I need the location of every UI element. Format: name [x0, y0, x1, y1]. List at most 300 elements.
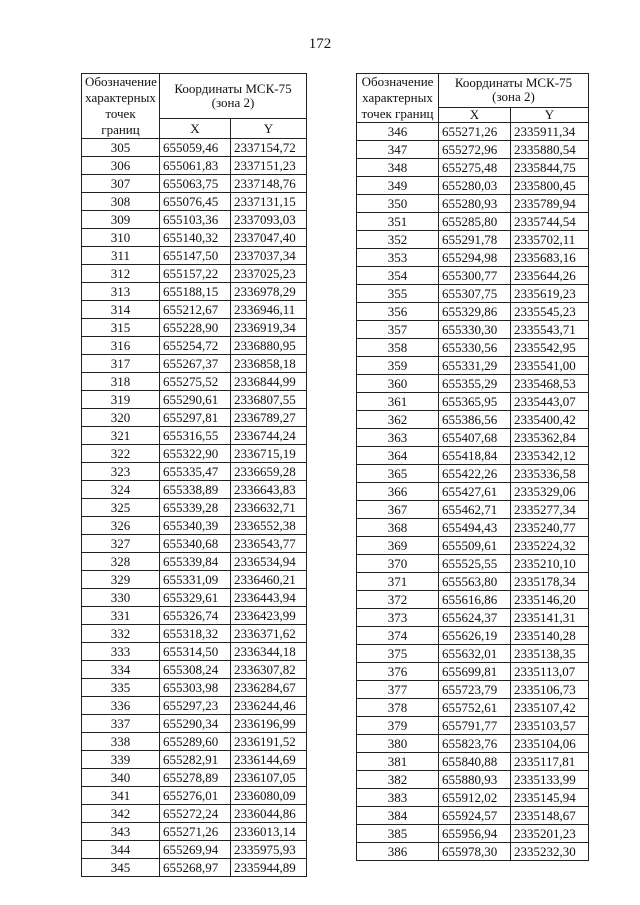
point-id-cell: 378	[357, 699, 439, 717]
y-coordinate-cell: 2336807,55	[231, 391, 307, 409]
table-row	[82, 859, 307, 877]
y-coordinate-cell: 2335545,23	[511, 303, 589, 321]
y-coordinate-cell: 2335224,32	[511, 537, 589, 555]
y-coordinate-cell: 2335880,54	[511, 141, 589, 159]
point-id-cell: 335	[82, 679, 160, 697]
table-row	[82, 139, 307, 157]
y-coordinate-cell: 2336919,34	[231, 319, 307, 337]
y-coordinate-cell: 2335744,54	[511, 213, 589, 231]
x-coordinate-cell: 655291,78	[439, 231, 511, 249]
point-id-cell: 375	[357, 645, 439, 663]
x-coordinate-cell: 655212,67	[160, 301, 231, 319]
x-coordinate-cell: 655978,30	[439, 843, 511, 861]
table-row	[357, 771, 589, 789]
y-coordinate-cell: 2336371,62	[231, 625, 307, 643]
y-coordinate-cell: 2336543,77	[231, 535, 307, 553]
y-coordinate-cell: 2336659,28	[231, 463, 307, 481]
x-coordinate-cell: 655254,72	[160, 337, 231, 355]
table-row	[82, 283, 307, 301]
table-row	[357, 789, 589, 807]
y-coordinate-cell: 2335911,34	[511, 123, 589, 141]
table-row	[357, 519, 589, 537]
y-coordinate-cell: 2335336,58	[511, 465, 589, 483]
table-row	[357, 177, 589, 195]
x-coordinate-cell: 655300,77	[439, 267, 511, 285]
y-coordinate-cell: 2337047,40	[231, 229, 307, 247]
table-row	[357, 429, 589, 447]
y-coordinate-cell: 2336844,99	[231, 373, 307, 391]
point-id-cell: 367	[357, 501, 439, 519]
x-coordinate-cell: 655294,98	[439, 249, 511, 267]
point-id-cell: 328	[82, 553, 160, 571]
y-coordinate-cell: 2337151,23	[231, 157, 307, 175]
x-coordinate-cell: 655840,88	[439, 753, 511, 771]
x-coordinate-cell: 655626,19	[439, 627, 511, 645]
x-coordinate-cell: 655268,97	[160, 859, 231, 877]
point-id-cell: 330	[82, 589, 160, 607]
point-id-cell: 372	[357, 591, 439, 609]
point-id-cell: 354	[357, 267, 439, 285]
table-row	[82, 427, 307, 445]
point-id-cell: 385	[357, 825, 439, 843]
table-row	[357, 645, 589, 663]
point-id-cell: 348	[357, 159, 439, 177]
table-row	[82, 733, 307, 751]
table-row	[357, 285, 589, 303]
coordinates-table-right	[356, 73, 589, 861]
point-id-cell: 350	[357, 195, 439, 213]
point-id-cell: 366	[357, 483, 439, 501]
table-row	[82, 679, 307, 697]
y-coordinate-cell: 2335329,06	[511, 483, 589, 501]
table-row	[357, 267, 589, 285]
x-coordinate-cell: 655407,68	[439, 429, 511, 447]
y-coordinate-cell: 2336196,99	[231, 715, 307, 733]
y-coordinate-cell: 2336643,83	[231, 481, 307, 499]
x-coordinate-cell: 655314,50	[160, 643, 231, 661]
x-coordinate-cell: 655427,61	[439, 483, 511, 501]
x-coordinate-cell: 655632,01	[439, 645, 511, 663]
table-row	[357, 159, 589, 177]
y-coordinate-cell: 2335277,34	[511, 501, 589, 519]
table-row	[82, 175, 307, 193]
x-coordinate-cell: 655525,55	[439, 555, 511, 573]
y-header: Y	[231, 118, 307, 138]
x-coordinate-cell: 655330,30	[439, 321, 511, 339]
y-coordinate-cell: 2337025,23	[231, 265, 307, 283]
y-coordinate-cell: 2336080,09	[231, 787, 307, 805]
point-id-cell: 331	[82, 607, 160, 625]
x-coordinate-cell: 655157,22	[160, 265, 231, 283]
x-coordinate-cell: 655188,15	[160, 283, 231, 301]
point-id-cell: 353	[357, 249, 439, 267]
x-coordinate-cell: 655365,95	[439, 393, 511, 411]
x-coordinate-cell: 655307,75	[439, 285, 511, 303]
point-id-cell: 338	[82, 733, 160, 751]
y-coordinate-cell: 2336191,52	[231, 733, 307, 751]
y-coordinate-cell: 2335944,89	[231, 859, 307, 877]
table-row	[357, 249, 589, 267]
x-coordinate-cell: 655318,32	[160, 625, 231, 643]
y-coordinate-cell: 2335148,67	[511, 807, 589, 825]
x-coordinate-cell: 655331,29	[439, 357, 511, 375]
point-id-cell: 346	[357, 123, 439, 141]
y-coordinate-cell: 2336013,14	[231, 823, 307, 841]
point-id-cell: 318	[82, 373, 160, 391]
point-id-cell: 349	[357, 177, 439, 195]
point-id-cell: 357	[357, 321, 439, 339]
point-id-cell: 351	[357, 213, 439, 231]
point-id-cell: 316	[82, 337, 160, 355]
point-id-cell: 307	[82, 175, 160, 193]
coordinates-table-left	[81, 73, 307, 877]
y-coordinate-cell: 2336552,38	[231, 517, 307, 535]
table-row	[357, 231, 589, 249]
point-id-cell: 325	[82, 499, 160, 517]
y-coordinate-cell: 2336789,27	[231, 409, 307, 427]
table-row	[82, 157, 307, 175]
table-row	[82, 481, 307, 499]
y-coordinate-cell: 2336144,69	[231, 751, 307, 769]
point-id-cell: 341	[82, 787, 160, 805]
x-coordinate-cell: 655355,29	[439, 375, 511, 393]
table-row	[82, 805, 307, 823]
x-coordinate-cell: 655331,09	[160, 571, 231, 589]
x-coordinate-cell: 655386,56	[439, 411, 511, 429]
point-id-cell: 311	[82, 247, 160, 265]
point-id-cell: 362	[357, 411, 439, 429]
y-coordinate-cell: 2335133,99	[511, 771, 589, 789]
y-coordinate-cell: 2336978,29	[231, 283, 307, 301]
y-coordinate-cell: 2336715,19	[231, 445, 307, 463]
point-id-cell: 347	[357, 141, 439, 159]
x-coordinate-cell: 655616,86	[439, 591, 511, 609]
point-id-cell: 380	[357, 735, 439, 753]
x-coordinate-cell: 655271,26	[439, 123, 511, 141]
table-row	[357, 591, 589, 609]
table-row	[82, 715, 307, 733]
table-row	[82, 517, 307, 535]
point-id-cell: 355	[357, 285, 439, 303]
table-body-left	[82, 139, 307, 877]
x-coordinate-cell: 655228,90	[160, 319, 231, 337]
x-coordinate-cell: 655322,90	[160, 445, 231, 463]
x-coordinate-cell: 655418,84	[439, 447, 511, 465]
x-coordinate-cell: 655326,74	[160, 607, 231, 625]
x-coordinate-cell: 655723,79	[439, 681, 511, 699]
table-row	[357, 375, 589, 393]
y-coordinate-cell: 2336107,05	[231, 769, 307, 787]
y-coordinate-cell: 2336534,94	[231, 553, 307, 571]
table-row	[82, 535, 307, 553]
y-coordinate-cell: 2335975,93	[231, 841, 307, 859]
table-row	[82, 373, 307, 391]
y-coordinate-cell: 2335103,57	[511, 717, 589, 735]
y-coordinate-cell: 2335107,42	[511, 699, 589, 717]
x-coordinate-cell: 655289,60	[160, 733, 231, 751]
table-row	[82, 301, 307, 319]
coordinates-header: Координаты МСК-75 (зона 2)	[160, 74, 307, 119]
y-coordinate-cell: 2335683,16	[511, 249, 589, 267]
x-coordinate-cell: 655329,61	[160, 589, 231, 607]
x-coordinate-cell: 655340,68	[160, 535, 231, 553]
point-id-cell: 306	[82, 157, 160, 175]
table-row	[357, 195, 589, 213]
table-row	[82, 841, 307, 859]
point-id-cell: 324	[82, 481, 160, 499]
x-coordinate-cell: 655339,84	[160, 553, 231, 571]
y-coordinate-cell: 2336460,21	[231, 571, 307, 589]
table-row	[357, 627, 589, 645]
table-row	[357, 537, 589, 555]
point-id-cell: 317	[82, 355, 160, 373]
x-coordinate-cell: 655147,50	[160, 247, 231, 265]
y-coordinate-cell: 2335644,26	[511, 267, 589, 285]
table-row	[357, 753, 589, 771]
point-id-cell: 369	[357, 537, 439, 555]
table-row	[82, 337, 307, 355]
table-row	[82, 211, 307, 229]
point-id-cell: 373	[357, 609, 439, 627]
table-row	[82, 193, 307, 211]
table-row	[357, 339, 589, 357]
y-coordinate-cell: 2335140,28	[511, 627, 589, 645]
table-row	[357, 447, 589, 465]
y-coordinate-cell: 2335210,10	[511, 555, 589, 573]
y-coordinate-cell: 2337154,72	[231, 139, 307, 157]
x-coordinate-cell: 655791,77	[439, 717, 511, 735]
y-coordinate-cell: 2336307,82	[231, 661, 307, 679]
point-id-cell: 340	[82, 769, 160, 787]
y-coordinate-cell: 2336423,99	[231, 607, 307, 625]
x-coordinate-cell: 655912,02	[439, 789, 511, 807]
x-coordinate-cell: 655063,75	[160, 175, 231, 193]
x-coordinate-cell: 655924,57	[439, 807, 511, 825]
point-id-cell: 312	[82, 265, 160, 283]
y-coordinate-cell: 2335104,06	[511, 735, 589, 753]
x-coordinate-cell: 655103,36	[160, 211, 231, 229]
table-row	[357, 699, 589, 717]
x-coordinate-cell: 655280,03	[439, 177, 511, 195]
table-row	[357, 807, 589, 825]
x-coordinate-cell: 655061,83	[160, 157, 231, 175]
x-coordinate-cell: 655275,48	[439, 159, 511, 177]
y-coordinate-cell: 2335468,53	[511, 375, 589, 393]
table-row	[82, 553, 307, 571]
y-coordinate-cell: 2335789,94	[511, 195, 589, 213]
y-coordinate-cell: 2337037,34	[231, 247, 307, 265]
y-coordinate-cell: 2335146,20	[511, 591, 589, 609]
coordinates-header: Координаты МСК-75 (зона 2)	[439, 74, 589, 108]
y-coordinate-cell: 2335342,12	[511, 447, 589, 465]
table-row	[357, 393, 589, 411]
point-id-cell: 371	[357, 573, 439, 591]
x-coordinate-cell: 655275,52	[160, 373, 231, 391]
x-coordinate-cell: 655462,71	[439, 501, 511, 519]
table-row	[357, 141, 589, 159]
y-coordinate-cell: 2335362,84	[511, 429, 589, 447]
y-coordinate-cell: 2336744,24	[231, 427, 307, 445]
y-coordinate-cell: 2335400,42	[511, 411, 589, 429]
x-coordinate-cell: 655338,89	[160, 481, 231, 499]
table-row	[357, 843, 589, 861]
y-coordinate-cell: 2335145,94	[511, 789, 589, 807]
table-row	[82, 247, 307, 265]
y-coordinate-cell: 2336044,86	[231, 805, 307, 823]
x-coordinate-cell: 655308,24	[160, 661, 231, 679]
table-row	[82, 625, 307, 643]
y-coordinate-cell: 2335619,23	[511, 285, 589, 303]
point-id-cell: 374	[357, 627, 439, 645]
point-id-cell: 313	[82, 283, 160, 301]
x-coordinate-cell: 655316,55	[160, 427, 231, 445]
point-id-cell: 339	[82, 751, 160, 769]
point-id-cell: 377	[357, 681, 439, 699]
table-row	[82, 499, 307, 517]
x-coordinate-cell: 655272,24	[160, 805, 231, 823]
table-row	[357, 735, 589, 753]
point-id-cell: 356	[357, 303, 439, 321]
x-coordinate-cell: 655280,93	[439, 195, 511, 213]
point-id-cell: 321	[82, 427, 160, 445]
y-coordinate-cell: 2335844,75	[511, 159, 589, 177]
x-coordinate-cell: 655140,32	[160, 229, 231, 247]
y-coordinate-cell: 2336632,71	[231, 499, 307, 517]
table-row	[82, 823, 307, 841]
table-row	[82, 787, 307, 805]
x-coordinate-cell: 655272,96	[439, 141, 511, 159]
y-coordinate-cell: 2336344,18	[231, 643, 307, 661]
y-coordinate-cell: 2336946,11	[231, 301, 307, 319]
x-coordinate-cell: 655076,45	[160, 193, 231, 211]
x-coordinate-cell: 655303,98	[160, 679, 231, 697]
point-id-cell: 319	[82, 391, 160, 409]
table-row	[82, 355, 307, 373]
x-coordinate-cell: 655422,26	[439, 465, 511, 483]
x-coordinate-cell: 655276,01	[160, 787, 231, 805]
point-id-cell: 327	[82, 535, 160, 553]
y-coordinate-cell: 2337131,15	[231, 193, 307, 211]
table-row	[357, 501, 589, 519]
point-id-cell: 383	[357, 789, 439, 807]
table-row	[357, 123, 589, 141]
x-coordinate-cell: 655290,34	[160, 715, 231, 733]
point-id-cell: 379	[357, 717, 439, 735]
point-id-cell: 364	[357, 447, 439, 465]
point-id-cell: 360	[357, 375, 439, 393]
point-id-cell: 334	[82, 661, 160, 679]
point-id-cell: 310	[82, 229, 160, 247]
x-coordinate-cell: 655269,94	[160, 841, 231, 859]
table-row	[357, 303, 589, 321]
point-id-cell: 376	[357, 663, 439, 681]
x-coordinate-cell: 655699,81	[439, 663, 511, 681]
y-coordinate-cell: 2335232,30	[511, 843, 589, 861]
x-coordinate-cell: 655297,81	[160, 409, 231, 427]
table-row	[357, 681, 589, 699]
x-coordinate-cell: 655823,76	[439, 735, 511, 753]
point-id-cell: 336	[82, 697, 160, 715]
point-id-cell: 363	[357, 429, 439, 447]
point-id-cell: 352	[357, 231, 439, 249]
point-id-cell: 305	[82, 139, 160, 157]
point-id-cell: 343	[82, 823, 160, 841]
table-row	[357, 609, 589, 627]
x-coordinate-cell: 655509,61	[439, 537, 511, 555]
x-coordinate-cell: 655340,39	[160, 517, 231, 535]
y-coordinate-cell: 2335800,45	[511, 177, 589, 195]
table-row	[82, 391, 307, 409]
y-coordinate-cell: 2336858,18	[231, 355, 307, 373]
point-id-cell: 342	[82, 805, 160, 823]
y-coordinate-cell: 2335138,35	[511, 645, 589, 663]
point-id-cell: 333	[82, 643, 160, 661]
y-coordinate-cell: 2335106,73	[511, 681, 589, 699]
table-body-right	[357, 123, 589, 861]
point-id-cell: 320	[82, 409, 160, 427]
table-row	[357, 573, 589, 591]
y-coordinate-cell: 2336284,67	[231, 679, 307, 697]
point-id-cell: 314	[82, 301, 160, 319]
table-row	[82, 661, 307, 679]
y-coordinate-cell: 2335702,11	[511, 231, 589, 249]
y-coordinate-cell: 2335541,00	[511, 357, 589, 375]
point-id-cell: 329	[82, 571, 160, 589]
y-coordinate-cell: 2335178,34	[511, 573, 589, 591]
x-coordinate-cell: 655290,61	[160, 391, 231, 409]
point-id-cell: 326	[82, 517, 160, 535]
table-row	[357, 321, 589, 339]
point-id-cell: 358	[357, 339, 439, 357]
point-id-cell: 384	[357, 807, 439, 825]
x-coordinate-cell: 655297,23	[160, 697, 231, 715]
x-coordinate-cell: 655563,80	[439, 573, 511, 591]
y-coordinate-cell: 2335443,07	[511, 393, 589, 411]
table-row	[357, 357, 589, 375]
y-coordinate-cell: 2335141,31	[511, 609, 589, 627]
table-row	[357, 213, 589, 231]
point-id-cell: 386	[357, 843, 439, 861]
x-header: X	[160, 118, 231, 138]
point-id-cell: 361	[357, 393, 439, 411]
x-coordinate-cell: 655059,46	[160, 139, 231, 157]
x-coordinate-cell: 655267,37	[160, 355, 231, 373]
table-row	[357, 825, 589, 843]
x-coordinate-cell: 655330,56	[439, 339, 511, 357]
table-row	[82, 319, 307, 337]
table-row	[82, 571, 307, 589]
x-coordinate-cell: 655282,91	[160, 751, 231, 769]
y-coordinate-cell: 2337148,76	[231, 175, 307, 193]
table-row	[82, 643, 307, 661]
x-coordinate-cell: 655335,47	[160, 463, 231, 481]
point-id-cell: 359	[357, 357, 439, 375]
point-id-cell: 309	[82, 211, 160, 229]
x-coordinate-cell: 655339,28	[160, 499, 231, 517]
x-coordinate-cell: 655278,89	[160, 769, 231, 787]
point-id-cell: 332	[82, 625, 160, 643]
table-row	[82, 463, 307, 481]
y-coordinate-cell: 2335543,71	[511, 321, 589, 339]
point-id-cell: 345	[82, 859, 160, 877]
table-row	[82, 229, 307, 247]
y-coordinate-cell: 2336244,46	[231, 697, 307, 715]
table-row	[357, 717, 589, 735]
y-coordinate-cell: 2336443,94	[231, 589, 307, 607]
page-number: 172	[308, 36, 332, 52]
y-coordinate-cell: 2336880,95	[231, 337, 307, 355]
y-coordinate-cell: 2335117,81	[511, 753, 589, 771]
